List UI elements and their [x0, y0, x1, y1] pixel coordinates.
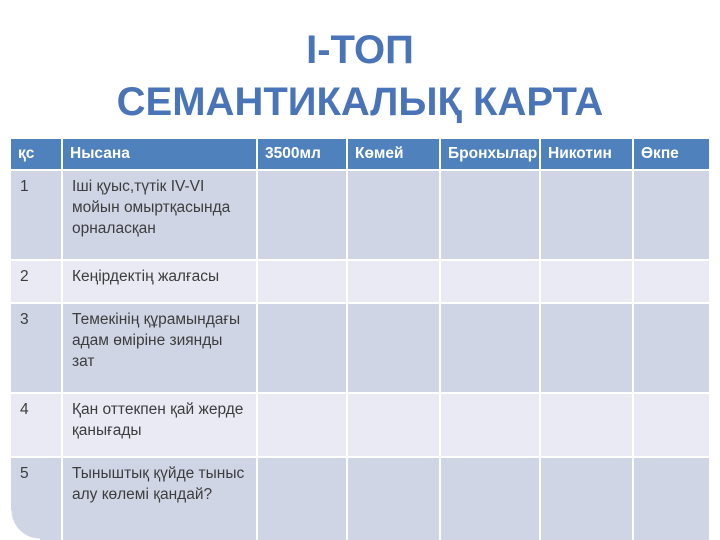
answer-cell: [440, 303, 540, 393]
answer-cell: [257, 170, 347, 260]
answer-cell: [347, 303, 440, 393]
col-header-qs: қс: [10, 138, 62, 170]
row-number: 2: [10, 260, 62, 303]
answer-cell: [347, 393, 440, 457]
answer-cell: [540, 303, 633, 393]
col-header-okpe: Өкпе: [633, 138, 710, 170]
slide-title-line2: СЕМАНТИКАЛЫҚ КАРТА: [116, 80, 604, 124]
answer-cell: [440, 393, 540, 457]
answer-cell: [540, 457, 633, 540]
slide-title: [0, 24, 720, 128]
row-number: 4: [10, 393, 62, 457]
answer-cell: [257, 393, 347, 457]
answer-cell: [257, 260, 347, 303]
slide-title-line1: І-ТОП: [306, 28, 414, 72]
answer-cell: [540, 260, 633, 303]
col-header-bronhylar: Бронхылар: [440, 138, 540, 170]
answer-cell: [257, 303, 347, 393]
col-header-komei: Көмей: [347, 138, 440, 170]
answer-cell: [347, 457, 440, 540]
answer-cell: [633, 393, 710, 457]
answer-cell: [440, 260, 540, 303]
row-number: 3: [10, 303, 62, 393]
answer-cell: [633, 457, 710, 540]
answer-cell: [440, 170, 540, 260]
row-question: Тыныштық қүйде тыныс алу көлемі қандай?: [62, 457, 257, 540]
table-row: [10, 393, 710, 457]
table-row: [10, 457, 710, 540]
table-row: [10, 303, 710, 393]
answer-cell: [540, 170, 633, 260]
row-number: 5: [10, 457, 62, 540]
answer-cell: [440, 457, 540, 540]
answer-cell: [347, 260, 440, 303]
col-header-3500ml: 3500мл: [257, 138, 347, 170]
table-row: [10, 260, 710, 303]
col-header-nikotin: Никотин: [540, 138, 633, 170]
row-question: Іші қуыс,түтік IV-VI мойын омыртқасында орналасқан: [62, 170, 257, 260]
answer-cell: [633, 170, 710, 260]
col-header-nysana: Нысана: [62, 138, 257, 170]
row-question: Кеңірдектің жалғасы: [62, 260, 257, 303]
row-question: Қан оттекпен қай жерде қанығады: [62, 393, 257, 457]
row-number: 1: [10, 170, 62, 260]
answer-cell: [633, 260, 710, 303]
answer-cell: [540, 393, 633, 457]
answer-cell: [633, 303, 710, 393]
semantic-map-table: [9, 137, 711, 540]
table-row: [10, 170, 710, 260]
answer-cell: [257, 457, 347, 540]
row-question: Темекінің құрамындағы адам өміріне зиянды зат: [62, 303, 257, 393]
answer-cell: [347, 170, 440, 260]
table-header-row: [10, 138, 710, 170]
